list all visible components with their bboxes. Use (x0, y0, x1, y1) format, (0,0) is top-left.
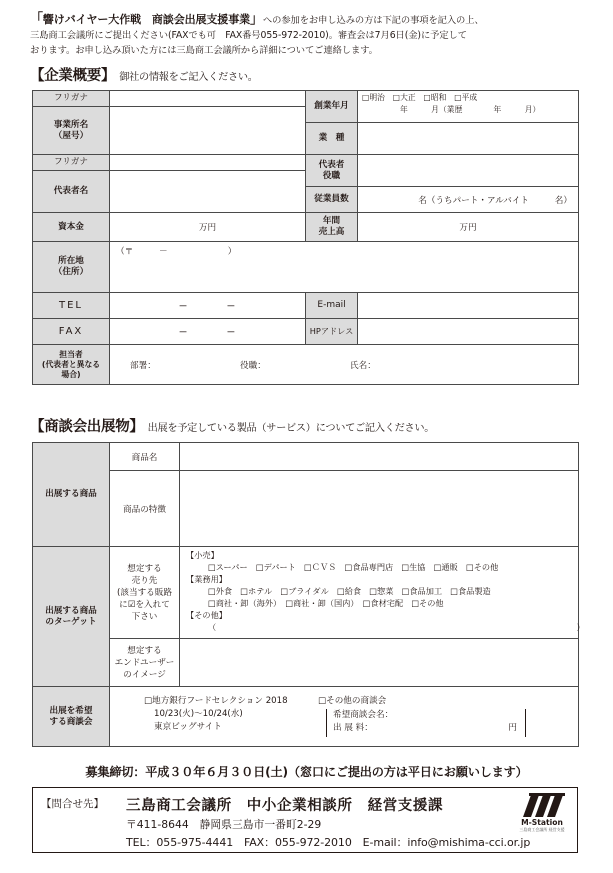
meeting-label-sub: する商談会 (49, 716, 93, 727)
person-note2: 場合) (61, 369, 81, 379)
industry-label: 業 種 (306, 123, 358, 155)
channel-line: 売り先 (131, 575, 158, 586)
furigana-label: フリガナ (33, 91, 110, 107)
company-overview-table (32, 90, 579, 385)
person-note1: (代表者と異なる (41, 359, 101, 369)
postal-code-mark: （〒 － ） (116, 247, 237, 257)
intro-line3: おります。お申し込み頂いた方には三島商工会議所から詳細についてご連絡します。 (30, 45, 378, 56)
meeting-option-1[interactable] (144, 695, 288, 734)
annual-sales-label (306, 213, 358, 242)
organization-name: 三島商工会議所 中小企業相談所 経営支援課 (126, 798, 444, 814)
channel-line: 想定する (127, 563, 162, 574)
channel-line: 下さい (131, 611, 158, 622)
meeting-option-2[interactable]: □その他の商談会 (318, 696, 387, 706)
office-name-text: 事業所名 (53, 119, 89, 130)
meeting-field[interactable] (110, 687, 579, 747)
product-features-field[interactable] (180, 471, 579, 547)
enduser-field[interactable] (180, 639, 579, 687)
email-label: E-mail (306, 293, 358, 319)
meeting-fee-label: 出 展 料： (333, 723, 373, 733)
intro-text (30, 12, 590, 58)
annual-sales-field[interactable]: 万円 (358, 213, 579, 242)
rep-title-label (306, 155, 358, 187)
capital-field[interactable]: 万円 (110, 213, 306, 242)
rep-title-field[interactable] (358, 155, 579, 187)
other-field[interactable]: （ ） (208, 622, 585, 632)
tel-field[interactable]: － － (110, 293, 306, 319)
address-text: 所在地 (58, 256, 84, 266)
address-label (33, 242, 110, 293)
founded-eras: □明治 □大正 □昭和 □平成 (362, 93, 478, 102)
logo-text: M-Station (521, 818, 563, 827)
section-subtitle: 御社の情報をご記入ください。 (119, 72, 258, 83)
product-features-label: 商品の特徴 (110, 471, 180, 547)
intro-line2: 三島商工会議所にご提出ください(FAXでも可 FAX番号055-972-2010)。審査会は7月6日(金)に予定して (30, 30, 467, 41)
founded-detail: 年 月（業歴 年 月） (400, 105, 541, 114)
founded-field[interactable] (358, 91, 579, 123)
employees-field[interactable]: 名（うちパート・アルバイト 名） (358, 187, 579, 213)
intro-line1: への参加をお申し込みの方は下記の事項を記入の上、 (262, 15, 484, 26)
meeting-other-bracket[interactable] (326, 709, 526, 737)
business-options-2[interactable]: □商社・卸（海外） □商社・卸（国内） □食材宅配 □その他 (208, 598, 444, 608)
contact-numbers: TEL：055-975-4441 FAX：055-972-2010 E-mail：info@mishima-cci.or.jp (126, 836, 531, 849)
email-field[interactable] (358, 293, 579, 319)
person-in-charge-field[interactable] (110, 345, 579, 385)
business-heading: 【業務用】 (186, 574, 227, 584)
annual-sales-text: 年間 (322, 216, 341, 226)
furigana-field[interactable] (110, 91, 306, 107)
office-name-sub: （屋号） (53, 130, 89, 141)
industry-field[interactable] (358, 123, 579, 155)
target-label-sub: のターゲット (45, 616, 97, 627)
section-title: 【企業概要】 (30, 68, 116, 84)
exhibit-table (32, 442, 585, 747)
section-company-heading (30, 64, 258, 85)
section-title: 【商談会出展物】 (30, 419, 144, 435)
position-label: 役職： (240, 360, 266, 371)
deadline-notice: 募集締切：平成３０年６月３０日(土)（窓口にご提出の方は平日にお願いします） (85, 765, 528, 779)
rep-name-field[interactable] (110, 171, 306, 213)
enduser-line: 想定する (127, 645, 162, 656)
logo-subtext: 三島商工会議所 経営支援 (519, 827, 565, 832)
retail-heading: 【小売】 (186, 550, 219, 560)
fax-label: FAX (33, 319, 110, 345)
section-exhibit-heading (30, 415, 434, 436)
channel-options[interactable] (180, 547, 585, 639)
contact-tag: 【問合せ先】 (41, 798, 104, 810)
rep-title-text: 代表者 (318, 159, 345, 170)
section-subtitle: 出展を予定している製品（サービス）についてご記入ください。 (147, 423, 435, 434)
target-label-text: 出展する商品 (45, 605, 97, 616)
tel-label: TEL (33, 293, 110, 319)
rep-title-sub: 役職 (322, 170, 341, 181)
name-label: 氏名： (350, 360, 376, 371)
meeting-name-label: 希望商談会名： (333, 710, 394, 720)
channel-line: (該当する販路 (117, 587, 172, 598)
dept-label: 部署： (130, 360, 156, 371)
other-heading: 【その他】 (186, 610, 227, 620)
m-logo-icon (519, 791, 567, 817)
business-options-1[interactable]: □外食 □ホテル □ブライダル □給食 □惣菜 □食品加工 □食品製造 (208, 586, 491, 596)
meeting-venue: 東京ビッグサイト (154, 722, 222, 732)
product-label: 出展する商品 (33, 443, 110, 547)
meeting-date: 10/23(火)～10/24(水) (154, 709, 243, 719)
meeting-label-text: 出展を希望 (49, 705, 93, 716)
enduser-line: エンドユーザー (114, 657, 175, 668)
annual-sales-sub: 売上高 (318, 227, 345, 237)
hp-field[interactable] (358, 319, 579, 345)
m-station-logo (509, 791, 575, 833)
hp-label: HPアドレス (306, 319, 358, 345)
meeting-label (33, 687, 110, 747)
fax-field[interactable]: － － (110, 319, 306, 345)
rep-name-label: 代表者名 (33, 171, 110, 213)
office-name-label (33, 107, 110, 155)
enduser-line: のイメージ (123, 669, 166, 680)
founded-label: 創業年月 (306, 91, 358, 123)
person-in-charge-label (33, 345, 110, 385)
meeting-fee-unit: 円 (508, 723, 517, 733)
channel-line: に☑を入れて (119, 599, 170, 610)
channel-label (110, 547, 180, 639)
capital-label: 資本金 (33, 213, 110, 242)
person-label-text: 担当者 (59, 349, 83, 359)
address-field[interactable] (110, 242, 579, 293)
retail-options[interactable]: □スーパー □デパート □ＣＶＳ □食品専門店 □生協 □通販 □その他 (208, 562, 499, 572)
employees-label: 従業員数 (306, 187, 358, 213)
product-name-label: 商品名 (110, 443, 180, 471)
contact-box (32, 787, 578, 853)
office-name-field[interactable] (110, 107, 306, 155)
meeting-option-1-label: □地方銀行フードセレクション 2018 (144, 696, 288, 706)
enduser-label (110, 639, 180, 687)
program-title: 響けバイヤー大作戦 商談会出展支援事業 (42, 13, 251, 26)
rep-furigana-field[interactable] (110, 155, 306, 171)
close-quote: 」 (250, 12, 263, 27)
organization-address: 〒411-8644 静岡県三島市一番町2-29 (126, 818, 322, 831)
address-sub: （住所） (53, 267, 89, 277)
product-name-field[interactable] (180, 443, 579, 471)
open-quote: 「 (30, 12, 43, 27)
target-label (33, 547, 110, 687)
rep-furigana-label: フリガナ (33, 155, 110, 171)
